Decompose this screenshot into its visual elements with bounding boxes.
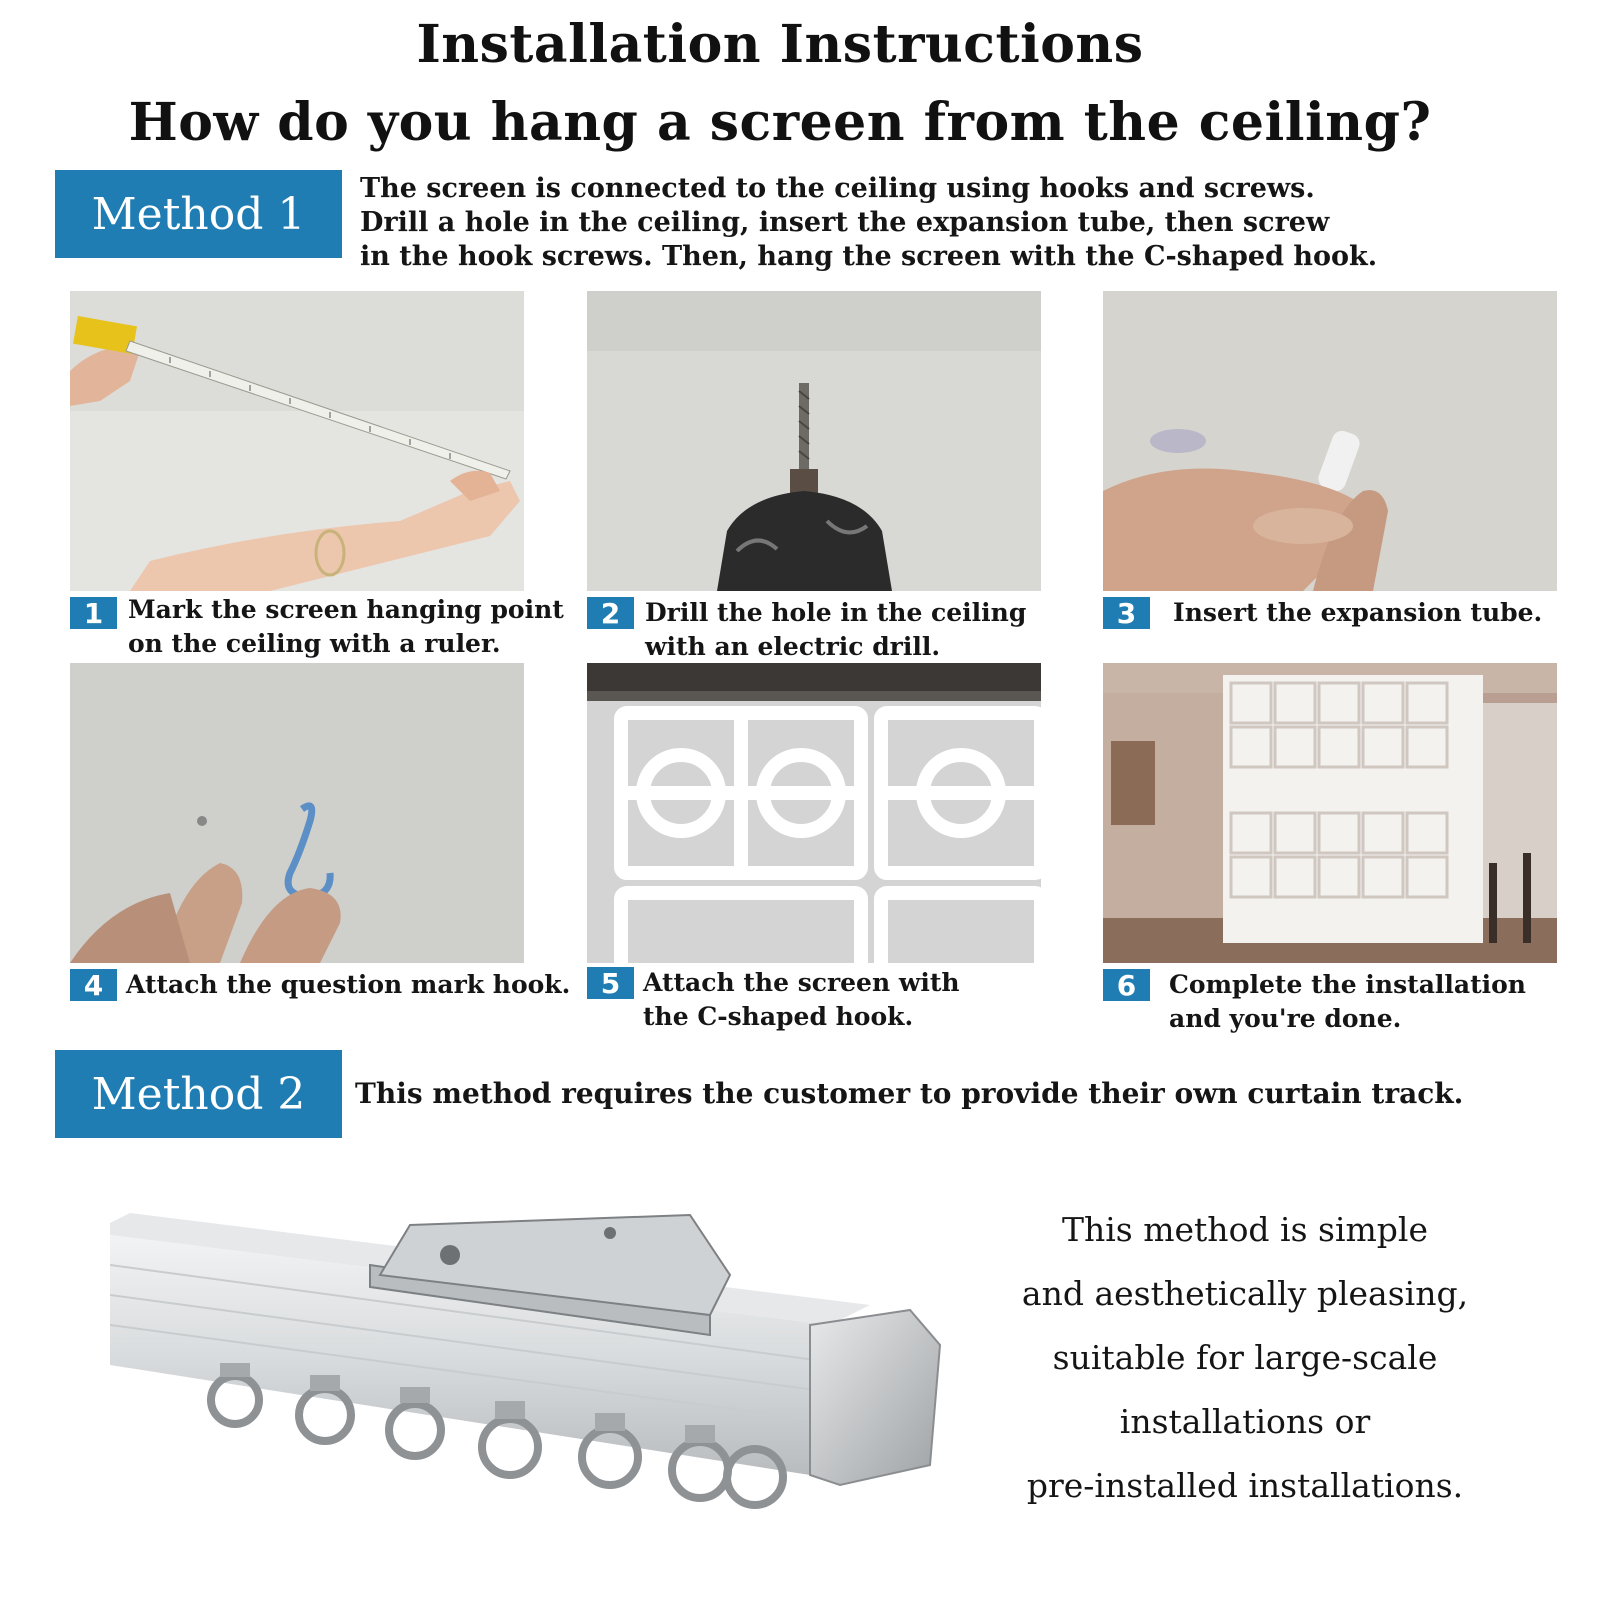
benefit-line: installations or bbox=[1119, 1402, 1371, 1441]
step-1-line: on the ceiling with a ruler. bbox=[128, 629, 501, 658]
step-1-number: 1 bbox=[70, 597, 117, 629]
benefit-line: pre-installed installations. bbox=[1026, 1466, 1464, 1505]
step-2-caption bbox=[645, 596, 1026, 664]
step-6-line: and you're done. bbox=[1169, 1004, 1402, 1033]
curtain-track-image bbox=[110, 1195, 950, 1525]
benefit-line: This method is simple bbox=[1061, 1210, 1429, 1249]
step-6-photo bbox=[1103, 663, 1557, 963]
step-2-line: with an electric drill. bbox=[645, 632, 941, 661]
method-1-line: The screen is connected to the ceiling using hooks and screws. bbox=[360, 173, 1315, 204]
step-3-line: Insert the expansion tube. bbox=[1173, 598, 1543, 627]
method-2-benefits bbox=[985, 1198, 1505, 1518]
benefit-line: suitable for large-scale bbox=[1052, 1338, 1438, 1377]
step-4-caption bbox=[126, 968, 570, 1002]
step-2-number: 2 bbox=[587, 597, 634, 629]
method-1-description bbox=[360, 172, 1377, 274]
step-6-number: 6 bbox=[1103, 969, 1150, 1001]
step-6-line: Complete the installation bbox=[1169, 970, 1526, 999]
step-1-caption bbox=[128, 593, 564, 661]
benefit-line: and aesthetically pleasing, bbox=[1021, 1274, 1469, 1313]
method-1-badge: Method 1 bbox=[55, 170, 342, 258]
method-2-badge: Method 2 bbox=[55, 1050, 342, 1138]
step-6-caption bbox=[1169, 968, 1526, 1036]
step-1-photo bbox=[70, 291, 524, 591]
step-3-photo bbox=[1103, 291, 1557, 591]
step-5-line: the C-shaped hook. bbox=[643, 1002, 914, 1031]
method-1-line: in the hook screws. Then, hang the screen with the C-shaped hook. bbox=[360, 241, 1378, 272]
method-1-line: Drill a hole in the ceiling, insert the expansion tube, then screw bbox=[360, 207, 1330, 238]
page-title: Installation Instructions bbox=[416, 14, 1144, 75]
step-2-line: Drill the hole in the ceiling bbox=[645, 598, 1027, 627]
step-5-caption bbox=[643, 966, 960, 1034]
method-2-description: This method requires the customer to provide their own curtain track. bbox=[355, 1077, 1464, 1110]
step-5-line: Attach the screen with bbox=[643, 968, 960, 997]
page-subtitle: How do you hang a screen from the ceiling? bbox=[128, 92, 1432, 153]
step-4-line: Attach the question mark hook. bbox=[126, 970, 571, 999]
step-4-number: 4 bbox=[70, 969, 117, 1001]
step-4-photo bbox=[70, 663, 524, 963]
step-3-caption bbox=[1173, 596, 1542, 630]
step-5-photo bbox=[587, 663, 1041, 963]
step-3-number: 3 bbox=[1103, 597, 1150, 629]
step-5-number: 5 bbox=[587, 967, 634, 999]
step-2-photo bbox=[587, 291, 1041, 591]
step-1-line: Mark the screen hanging point bbox=[128, 595, 564, 624]
